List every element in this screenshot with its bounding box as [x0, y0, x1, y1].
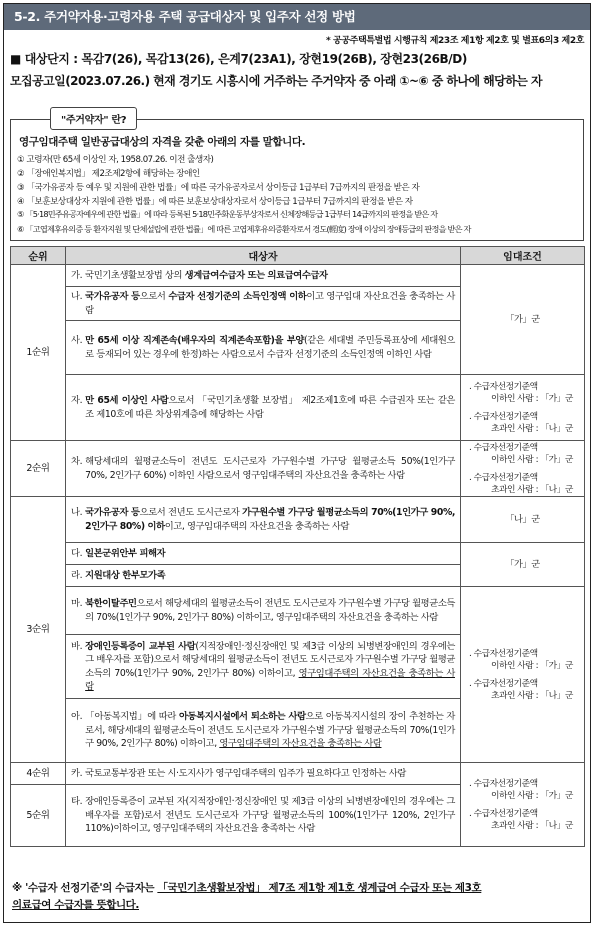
rank-2: 2순위: [11, 441, 66, 497]
target-ga: 가. 국민기초생활보장법 상의 생계급여수급자 또는 의료급여수급자: [66, 265, 461, 287]
criterion-6: ⑥ 「고엽제후유의증 등 환자지원 및 단체설립에 관한 법률」에 따른 고엽제후유의증환자로서 경도(輕度) 장애 이상의 장애등급의 판정을 받은 자: [17, 224, 471, 234]
definition-box: [10, 119, 584, 241]
condition-income-split: . 수급자선정기준액 이하인 사람 : 「가」군 . 수급자선정기준액 초과인 사람 : 「나」군: [461, 763, 585, 847]
header-condition: 임대조건: [461, 247, 585, 265]
regulation-note: * 공공주택특별법 시행규칙 제23조 제1항 제2호 및 별표6의3 제2호: [326, 36, 584, 46]
table-row: [11, 497, 585, 543]
notice-date-line: 모집공고일(2023.07.26.) 현재 경기도 시흥시에 거주하는 주거약자 중 아래 ①~⑥ 중 하나에 해당하는 자: [10, 74, 542, 88]
target-ta: 타. 장애인등록증이 교부된 자(지적장애인·정신장애인 및 제3급 이상의 뇌병변장애인의 경우에는 그 배우자를 포함)로서 전년도 도시근로자 가구당 월평균소득의 100%(1인가구 120%, 2인가구 110%)이하이고, 영구임대주택의 자산요건을 충족하는 사람: [66, 785, 461, 847]
rank-4: 4순위: [11, 763, 66, 785]
target-da: 다. 일본군위안부 피해자: [66, 543, 461, 565]
rank-1: 1순위: [11, 265, 66, 441]
target-a: 아. 「아동복지법」에 따라 아동복지시설에서 퇴소하는 사람으로 아동복지시설의 장이 추천하는 자로서, 해당세대의 월평균소득이 전년도 도시근로자 가구원수별 가구당 월평균소득의 70%(1인가구 90%, 2인가구 80%) 이하이고, 영구임대주택의 자산요건을 충족하는 사람: [66, 699, 461, 763]
condition-income-split: . 수급자선정기준액 이하인 사람 : 「가」군 . 수급자선정기준액 초과인 사람 : 「나」군: [461, 375, 585, 441]
target-complex-line: ■ 대상단지 : 목감7(26), 목감13(26), 은계7(23A1), 장현19(26B), 장현23(26B/D): [10, 52, 467, 66]
target-ba: 바. 장애인등록증이 교부된 사람(지적장애인·정신장애인 및 제3급 이상의 뇌병변장애인의 경우에는 그 배우자를 포함)으로서 해당세대의 월평균소득이 전년도 도시근로자 가구원수별 가구당 월평균소득의 70%(1인가구 90%, 2인가구 80%) 이하이고, 영구임대주택의 자산요건을 충족하는 사람: [66, 635, 461, 699]
section-title: 5-2. 주거약자용·고령자용 주택 공급대상자 및 입주자 선정 방법: [4, 4, 590, 30]
criterion-4: ④ 「보훈보상대상자 지원에 관한 법률」에 따른 보훈보상대상자로서 상이등급 1급부터 7급까지의 판정을 받은 자: [17, 197, 413, 207]
table-row: [11, 587, 585, 635]
target-na-1: 나. 국가유공자 등으로서 수급자 선정기준의 소득인정액 이하이고 영구임대 자산요건을 충족하는 사람: [66, 287, 461, 321]
table-row: [11, 265, 585, 287]
target-ka: 카. 국토교통부장관 또는 시·도지사가 영구임대주택의 입주가 필요하다고 인정하는 사람: [66, 763, 461, 785]
table-row: [11, 441, 585, 497]
header-rank: 순위: [11, 247, 66, 265]
condition-ga-gun: 「가」군: [461, 543, 585, 587]
table-row: [11, 543, 585, 565]
criterion-3: ③ 「국가유공자 등 예우 및 지원에 관한 법률」에 따른 국가유공자로서 상이등급 1급부터 7급까지의 판정을 받은 자: [17, 183, 420, 193]
rank-3: 3순위: [11, 497, 66, 763]
condition-income-split: . 수급자선정기준액 이하인 사람 : 「가」군 . 수급자선정기준액 초과인 사람 : 「나」군: [461, 441, 585, 497]
target-na-3: 나. 국가유공자 등으로서 전년도 도시근로자 가구원수별 가구당 월평균소득의 70%(1인가구 90%, 2인가구 80%) 이하이고, 영구임대주택의 자산요건을 충족하는 사람: [66, 497, 461, 543]
target-ma: 마. 북한이탈주민으로서 해당세대의 월평균소득이 전년도 도시근로자 가구원수별 가구당 월평균소득의 70%(1인가구 90%, 2인가구 80%) 이하이고, 영구임대주택의 자산요건을 충족하는 사람: [66, 587, 461, 635]
criterion-2: ② 「장애인복지법」 제2조제2항에 해당하는 장애인: [17, 169, 200, 179]
condition-na-gun: 「나」군: [461, 497, 585, 543]
header-target: 대상자: [66, 247, 461, 265]
target-cha: 차. 해당세대의 월평균소득이 전년도 도시근로자 가구원수별 가구당 월평균소득 50%(1인가구 70%, 2인가구 60%) 이하인 사람으로서 영구임대주택의 자산요건을 충족하는 사람: [66, 441, 461, 497]
definition-intro: 영구임대주택 일반공급대상의 자격을 갖춘 아래의 자를 말합니다.: [19, 136, 306, 148]
definition-tag: "주거약자" 란?: [50, 107, 137, 130]
table-header-row: [11, 247, 585, 265]
condition-income-split: . 수급자선정기준액 이하인 사람 : 「가」군 . 수급자선정기준액 초과인 사람 : 「나」군: [461, 587, 585, 763]
criterion-1: ① 고령자(만 65세 이상인 자, 1958.07.26. 이전 출생자): [17, 155, 214, 165]
condition-ga-gun: 「가」군: [461, 265, 585, 375]
footnote: ※ '수급자 선정기준'의 수급자는 「국민기초생활보장법」 제7조 제1항 제1호 생계급여 수급자 또는 제3호 의료급여 수급자를 뜻합니다.: [12, 882, 482, 911]
priority-table: [10, 246, 585, 847]
target-ja: 자. 만 65세 이상인 사람으로서 「국민기초생활 보장법」 제2조제1호에 따른 수급권자 또는 같은 조 제10호에 따른 차상위계층에 해당하는 사람: [66, 375, 461, 441]
table-row: [11, 763, 585, 785]
criterion-5: ⑤ 「5·18민주유공자예우에 관한 법률」에 따라 등록된 5·18민주화운동부상자로서 신체장해등급 1급부터 14급까지의 판정을 받은 자: [17, 209, 438, 219]
target-sa: 사. 만 65세 이상 직계존속(배우자의 직계존속포함)을 부양(같은 세대별 주민등록표상에 세대원으로 등재되어 있는 경우에 한정)하는 사람으로서 수급자 선정기준의 소득인정액 이하인 사람: [66, 321, 461, 375]
target-ra: 라. 지원대상 한부모가족: [66, 565, 461, 587]
rank-5: 5순위: [11, 785, 66, 847]
table-row: [11, 375, 585, 441]
